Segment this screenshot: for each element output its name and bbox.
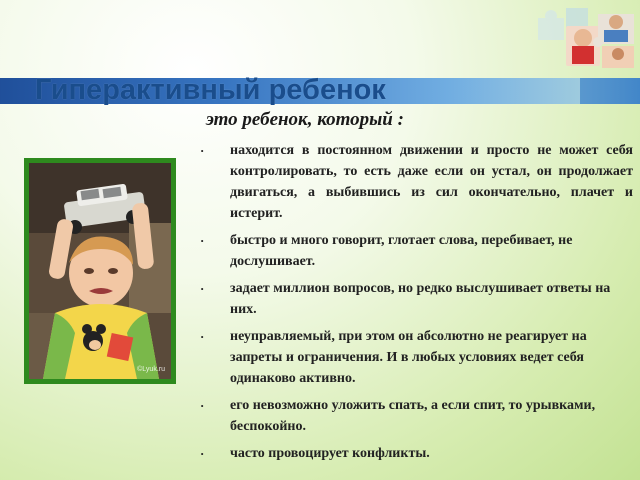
bullet-list bbox=[200, 140, 633, 470]
list-item-text: находится в постоянном движении и просто не может себя контролировать, то есть даже если он устал, он продолжает двигаться, а выбившись из сил окончательно, плачет и истерит. bbox=[230, 143, 633, 221]
slide-title: Гиперактивный ребенок bbox=[35, 74, 386, 106]
list-item-text: задает миллион вопросов, но редко выслушивает ответы на них. bbox=[230, 281, 611, 317]
list-item bbox=[200, 140, 633, 224]
title-bar-accent bbox=[580, 78, 640, 104]
photo-watermark: ©Lyuk.ru bbox=[137, 366, 165, 373]
list-item-text: часто провоцирует конфликты. bbox=[230, 446, 430, 461]
list-item bbox=[200, 443, 633, 464]
bullet-icon: · bbox=[200, 143, 205, 158]
puzzle-decoration bbox=[532, 4, 638, 74]
bullet-icon: · bbox=[200, 281, 205, 296]
list-item bbox=[200, 395, 633, 437]
bullet-icon: · bbox=[200, 233, 205, 248]
list-item-text: быстро и много говорит, глотает слова, перебивает, не дослушивает. bbox=[230, 233, 573, 269]
list-item bbox=[200, 326, 633, 389]
child-with-toy-car-illustration bbox=[29, 163, 171, 379]
photo-frame bbox=[24, 158, 176, 384]
child-photo bbox=[29, 163, 171, 379]
list-item-text: неуправляемый, при этом он абсолютно не реагирует на запреты и ограничения. И в любых условиях ведет себя одинаково активно. bbox=[230, 329, 587, 386]
bullet-icon: · bbox=[200, 329, 205, 344]
bullet-icon: · bbox=[200, 398, 205, 413]
bullet-icon: · bbox=[200, 446, 205, 461]
list-item bbox=[200, 278, 633, 320]
slide-subtitle: это ребенок, который : bbox=[206, 109, 404, 130]
list-item-text: его невозможно уложить спать, а если спит, то урывками, беспокойно. bbox=[230, 398, 596, 434]
list-item bbox=[200, 230, 633, 272]
